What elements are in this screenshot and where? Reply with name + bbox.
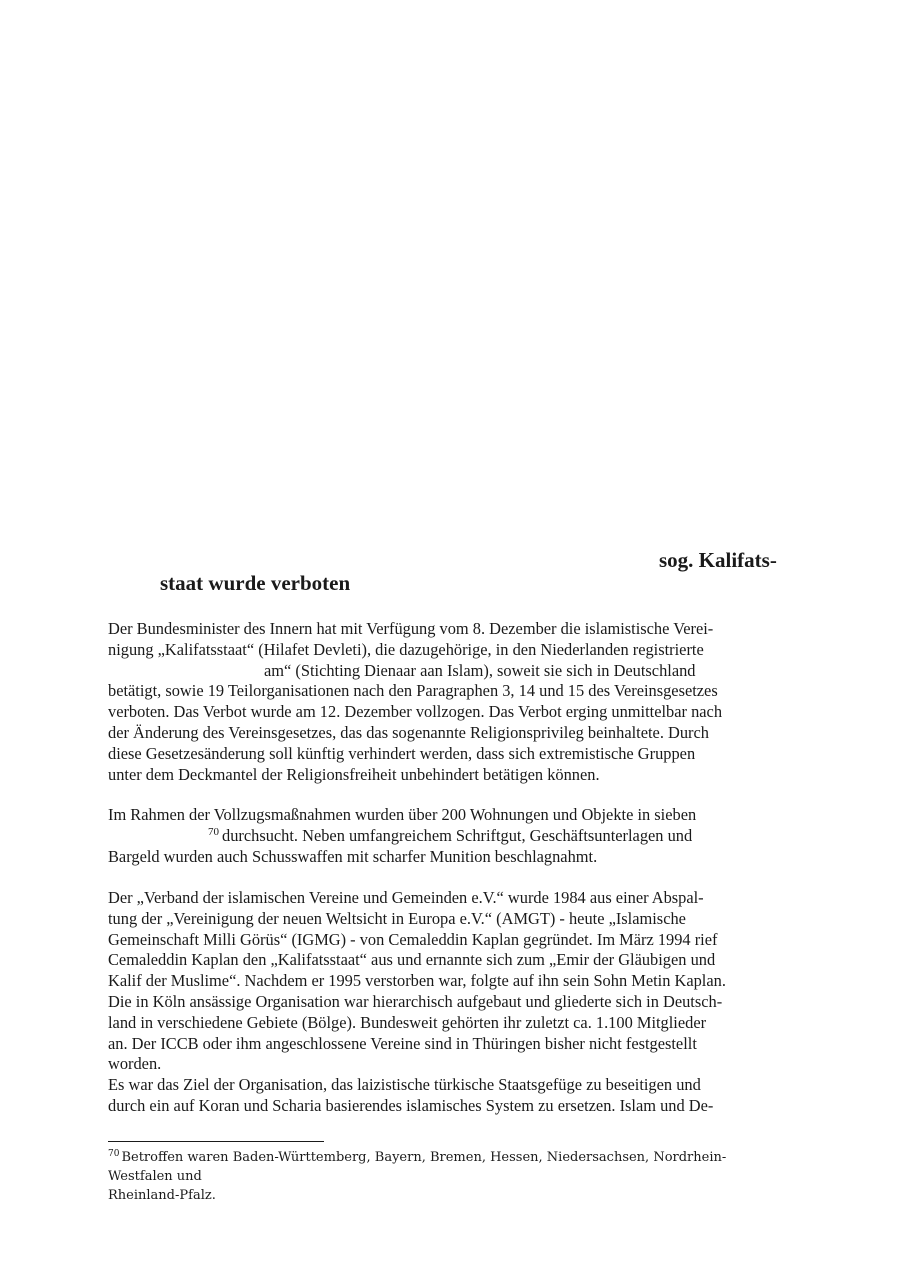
text-line: der Änderung des Vereinsgesetzes, das das sogenannte Religionsprivileg beinhaltete. Durch <box>108 722 709 742</box>
footnote-separator <box>108 1141 324 1142</box>
text-line: Im Rahmen der Vollzugsmaßnahmen wurden über 200 Wohnungen und Objekte in sieben <box>108 805 697 824</box>
text-line: Die in Köln ansässige Organisation war hierarchisch aufgebaut und gliederte sich in Deutsch- <box>108 991 723 1011</box>
text-line: durch ein auf Koran und Scharia basierendes islamisches System zu ersetzen. Islam und De- <box>108 1095 714 1115</box>
section-heading-line-1: sog. Kalifats- <box>659 548 777 572</box>
footnote-line-1 <box>108 1148 778 1186</box>
footnote-reference[interactable]: 70 <box>208 825 219 838</box>
text-line: unter dem Deckmantel der Religionsfreiheit unbehindert betätigen können. <box>108 764 600 784</box>
text-line: Kalif der Muslime“. Nachdem er 1995 verstorben war, folgte auf ihn sein Sohn Metin Kaplan. <box>108 971 726 991</box>
text-line: Cemaleddin Kaplan den „Kalifatsstaat“ aus und ernannte sich zum „Emir der Gläubigen und <box>108 950 716 970</box>
text-line: nigung „Kalifatsstaat“ (Hilafet Devleti), die dazugehörige, in den Niederlanden registrierte <box>108 639 704 659</box>
text-line: tung der „Vereinigung der neuen Weltsicht in Europa e.V.“ (AMGT) - heute „Islamische <box>108 908 686 928</box>
text-line: Bargeld wurden auch Schusswaffen mit scharfer Munition beschlagnahmt. <box>108 846 598 866</box>
text-line: land in verschiedene Gebiete (Bölge). Bundesweit gehörten ihr zuletzt ca. 1.100 Mitglieder <box>108 1012 707 1032</box>
text-line: Es war das Ziel der Organisation, das laizistische türkische Staatsgefüge zu beseitigen und <box>108 1075 701 1095</box>
text-line: Gemeinschaft Milli Görüs“ (IGMG) - von Cemaleddin Kaplan gegründet. Im März 1994 rief <box>108 929 718 949</box>
text-line: betätigt, sowie 19 Teilorganisationen nach den Paragraphen 3, 14 und 15 des Vereinsgesetzes <box>108 681 718 701</box>
footnote-number: 70 <box>108 1149 120 1159</box>
footnote-text: Betroffen waren Baden-Württemberg, Bayern, Bremen, Hessen, Niedersachsen, Nordrhein-Westfalen und <box>108 1150 727 1184</box>
text-line <box>108 826 768 847</box>
text-line-content: durchsucht. Neben umfangreichem Schriftgut, Geschäftsunterlagen und <box>222 825 693 845</box>
section-heading-line-2: staat wurde verboten <box>160 571 351 595</box>
paragraph-ban-decree <box>108 619 768 785</box>
text-line: am“ (Stichting Dienaar aan Islam), soweit sie sich in Deutschland <box>264 660 696 680</box>
footnote <box>108 1148 778 1205</box>
paragraph-search-measures <box>108 805 768 867</box>
text-line: Der Bundesminister des Innern hat mit Verfügung vom 8. Dezember die islamistische Verei- <box>108 619 714 638</box>
text-line: worden. <box>108 1054 162 1074</box>
text-line: diese Gesetzesänderung soll künftig verhindert werden, dass sich extremistische Gruppen <box>108 743 696 763</box>
text-line: an. Der ICCB oder ihm angeschlossene Vereine sind in Thüringen bisher nicht festgestellt <box>108 1033 697 1053</box>
text-line: verboten. Das Verbot wurde am 12. Dezember vollzogen. Das Verbot erging unmittelbar nach <box>108 702 723 722</box>
text-line: Der „Verband der islamischen Vereine und Gemeinden e.V.“ wurde 1984 aus einer Abspal- <box>108 888 704 907</box>
footnote-line-2: Rheinland-Pfalz. <box>108 1188 216 1203</box>
paragraph-organisation-history <box>108 888 768 1117</box>
